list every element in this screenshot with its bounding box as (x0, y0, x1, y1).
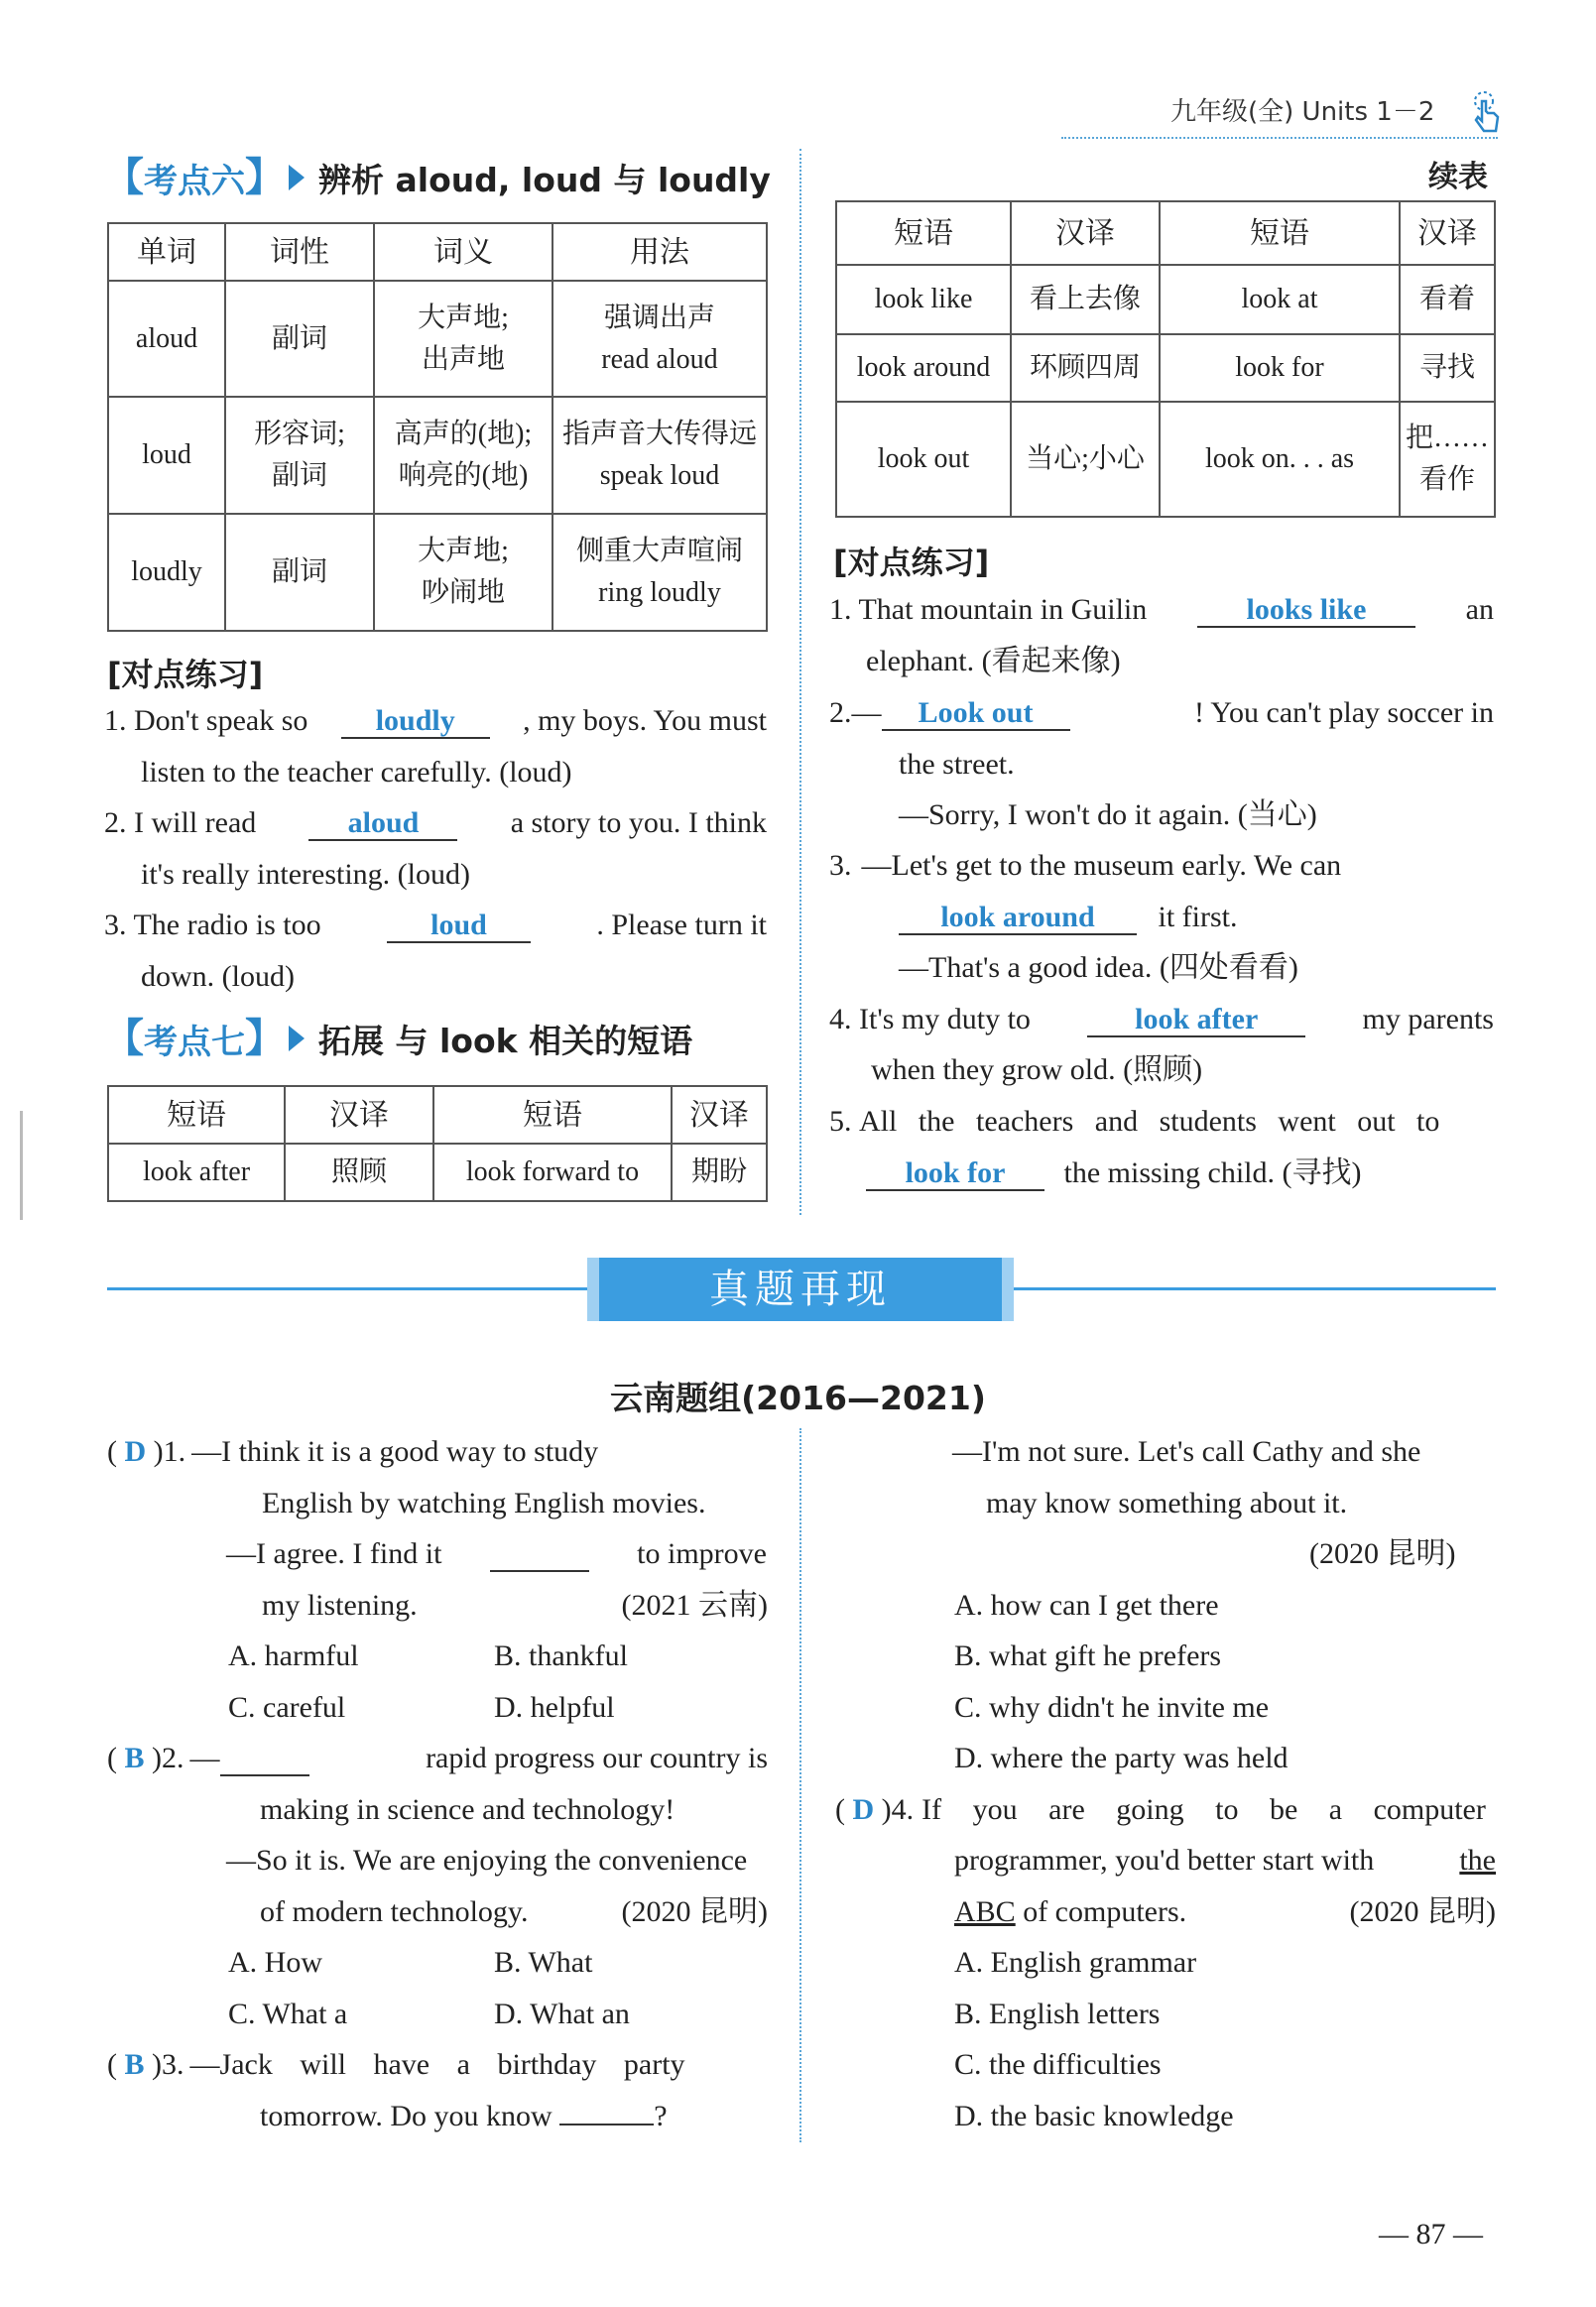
table-header: 短语 (433, 1086, 672, 1144)
practice-q3-line2: down. (loud) (141, 960, 295, 993)
mc-q2-line1: ( B )2. — rapid progress our country is (107, 1742, 768, 1774)
right-q3-line1: 3. —Let's get to the museum early. We can (829, 849, 1342, 882)
mc-answer: D (124, 1435, 147, 1468)
table-header: 短语 (836, 201, 1011, 265)
answer-text: loud (387, 909, 531, 943)
right-q5-line1: 5. All the teachers and students went out to (829, 1105, 1440, 1138)
table-cell: look around (836, 334, 1011, 402)
table-cell: look out (836, 402, 1011, 517)
right-q2-line3: —Sorry, I won't do it again. (当心) (899, 798, 1317, 831)
table-header: 用法 (552, 223, 767, 281)
table-cell: look like (836, 265, 1011, 334)
table-header: 汉译 (1011, 201, 1160, 265)
mc-q1-line2: English by watching English movies. (262, 1487, 706, 1519)
table-cell: 环顾四周 (1011, 334, 1160, 402)
right-q3-line3: —That's a good idea. (四处看看) (899, 951, 1298, 984)
table-cell: 副词 (225, 281, 374, 397)
banner-title: 真题再现 (709, 1267, 892, 1312)
mc-q2-line2: making in science and technology! (260, 1793, 675, 1826)
table-header: 汉译 (1400, 201, 1495, 265)
option-a: A. harmful (228, 1639, 359, 1672)
table-cell: 看着 (1400, 265, 1495, 334)
group-title: 云南题组(2016—2021) (610, 1379, 986, 1417)
arrow-icon (289, 165, 305, 190)
table-cell: 侧重大声喧闹 ring loudly (552, 514, 767, 631)
option-d: D. What an (494, 1998, 630, 2030)
practice-q2-line1: 2. I will read aloud a story to you. I think (104, 806, 767, 839)
grade-label: 九年级(全) Units 1－2 (1170, 97, 1435, 127)
page-header (1170, 91, 1434, 128)
answer-text: look around (899, 901, 1137, 935)
table-header: 词性 (225, 223, 374, 281)
table-cell: 高声的(地); 响亮的(地) (374, 397, 552, 514)
mc-q3-line3: —I'm not sure. Let's call Cathy and she (952, 1435, 1421, 1468)
practice-q1-line2: listen to the teacher carefully. (loud) (141, 756, 572, 789)
section7-table (107, 1085, 768, 1202)
table-cell: 形容词; 副词 (225, 397, 374, 514)
right-q2-line2: the street. (899, 748, 1015, 781)
page-number: — 87 — (1379, 2218, 1483, 2250)
answer-text: Look out (882, 696, 1070, 731)
option-c: C. why didn't he invite me (954, 1691, 1270, 1724)
option-c: C. careful (228, 1691, 346, 1724)
practice-q2-line2: it's really interesting. (loud) (141, 858, 470, 891)
right-q2-line1: 2.— Look out ! You can't play soccer in (829, 696, 1494, 729)
answer-text: looks like (1197, 593, 1415, 628)
mc-q3-source: (2020 昆明) (1309, 1537, 1456, 1570)
option-a: A. English grammar (954, 1946, 1197, 1979)
mc-answer: D (852, 1793, 875, 1826)
margin-code (8, 1111, 38, 1220)
mc-q1-line4: my listening. (2021 云南) (262, 1589, 768, 1622)
option-d: D. the basic knowledge (954, 2100, 1234, 2132)
practice-q1-line1: 1. Don't speak so loudly , my boys. You must (104, 704, 767, 737)
option-a: A. How (228, 1946, 322, 1979)
hand-pointer-icon (1466, 87, 1506, 137)
table-cell: 照顾 (285, 1144, 433, 1201)
table-header: 短语 (108, 1086, 285, 1144)
table-header: 单词 (108, 223, 225, 281)
table-cell: 大声地; 出声地 (374, 281, 552, 397)
table-cell: 看上去像 (1011, 265, 1160, 334)
option-b: B. English letters (954, 1998, 1161, 2030)
column-divider-top (799, 149, 801, 1215)
section6-badge-text: 考点六 (144, 161, 245, 201)
option-b: B. What (494, 1946, 593, 1979)
right-q1-line1: 1. That mountain in Guilin looks like an (829, 593, 1494, 626)
answer-text: aloud (308, 806, 457, 841)
mc-q4-line2: programmer, you'd better start with the (954, 1844, 1496, 1877)
continued-label: 续表 (1428, 160, 1488, 194)
table-header: 短语 (1160, 201, 1400, 265)
answer-text: loudly (341, 704, 490, 739)
mc-q3-line1: ( B )3. —Jack will have a birthday party (107, 2048, 685, 2081)
mc-q4-line1: ( D )4. If you are going to be a computer (835, 1793, 1486, 1826)
table-cell: 期盼 (672, 1144, 767, 1201)
mc-q3-line4: may know something about it. (986, 1487, 1348, 1519)
table-cell: 寻找 (1400, 334, 1495, 402)
header-rule (1061, 137, 1498, 139)
mc-answer: B (124, 1742, 145, 1774)
table-cell: 当心;小心 (1011, 402, 1160, 517)
mc-q3-line2: tomorrow. Do you know ? (260, 2100, 668, 2132)
table-cell: 副词 (225, 514, 374, 631)
option-c: C. What a (228, 1998, 348, 2030)
table-cell: 把…… 看作 (1400, 402, 1495, 517)
table-cell: aloud (108, 281, 225, 397)
arrow-icon (289, 1026, 305, 1051)
answer-text: look for (866, 1156, 1044, 1191)
mc-q2-line3: —So it is. We are enjoying the convenience (226, 1844, 748, 1877)
table-cell: look at (1160, 265, 1400, 334)
option-d: D. helpful (494, 1691, 615, 1724)
section7-badge: 【 考点七 】 拓展 与 look 相关的短语 (104, 1015, 693, 1062)
banner-box (587, 1258, 1014, 1321)
right-q5-line2: look for the missing child. (寻找) (866, 1156, 1361, 1191)
section6-badge: 【 考点六 】 辨析 aloud, loud 与 loudly (104, 154, 771, 201)
section7-title: 拓展 与 look 相关的短语 (318, 1021, 693, 1060)
table-cell: 指声音大传得远 speak loud (552, 397, 767, 514)
option-a: A. how can I get there (954, 1589, 1219, 1622)
table-cell: loud (108, 397, 225, 514)
table-cell: loudly (108, 514, 225, 631)
right-q1-line2: elephant. (看起来像) (866, 645, 1121, 677)
column-divider-bottom (799, 1428, 801, 2142)
right-phrase-table (835, 200, 1496, 518)
table-cell: look after (108, 1144, 285, 1201)
mc-q2-line4: of modern technology. (2020 昆明) (260, 1895, 768, 1928)
table-cell: look for (1160, 334, 1400, 402)
section7-badge-text: 考点七 (144, 1022, 245, 1062)
table-cell: look forward to (433, 1144, 672, 1201)
right-q4-line2: when they grow old. (照顾) (871, 1053, 1203, 1086)
right-q3-line2: look around it first. (899, 901, 1238, 935)
mc-answer: B (124, 2048, 145, 2081)
practice-title-left: [对点练习] (107, 656, 264, 693)
option-b: B. thankful (494, 1639, 628, 1672)
section6-title: 辨析 aloud, loud 与 loudly (318, 160, 771, 199)
option-b: B. what gift he prefers (954, 1639, 1222, 1672)
option-c: C. the difficulties (954, 2048, 1162, 2081)
table-header: 词义 (374, 223, 552, 281)
table-header: 汉译 (672, 1086, 767, 1144)
table-header: 汉译 (285, 1086, 433, 1144)
table-cell: look on. . . as (1160, 402, 1400, 517)
answer-text: look after (1087, 1003, 1305, 1037)
mc-q4-line3: ABC of computers. (2020 昆明) (954, 1895, 1496, 1928)
mc-q1-line1: ( D )1. —I think it is a good way to study (107, 1435, 599, 1468)
section6-table (107, 222, 768, 632)
table-cell: 强调出声 read aloud (552, 281, 767, 397)
mc-q1-line3: —I agree. I find it to improve (226, 1537, 767, 1570)
practice-title-right: [对点练习] (833, 544, 990, 581)
practice-q3-line1: 3. The radio is too loud . Please turn it (104, 909, 767, 941)
table-cell: 大声地; 吵闹地 (374, 514, 552, 631)
option-d: D. where the party was held (954, 1742, 1289, 1774)
right-q4-line1: 4. It's my duty to look after my parents (829, 1003, 1494, 1035)
